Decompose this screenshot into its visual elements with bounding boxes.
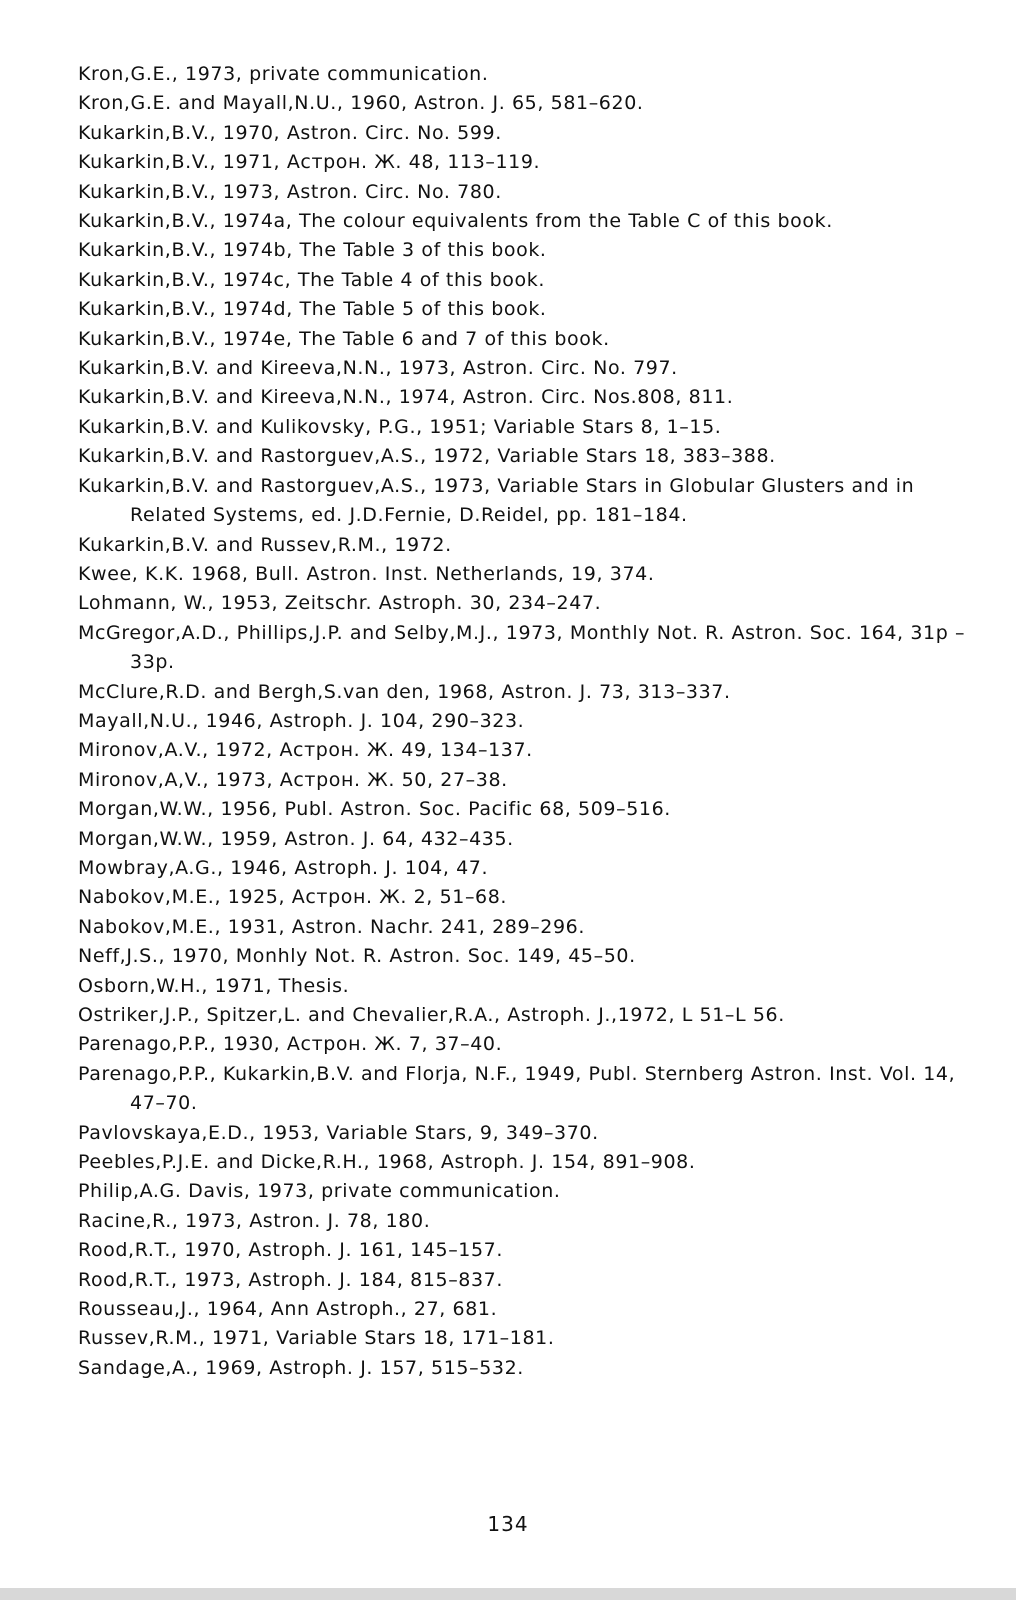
reference-item: Mironov,A.V., 1972, Астрон. Ж. 49, 134–137. <box>78 739 533 762</box>
reference-item: Rousseau,J., 1964, Ann Astroph., 27, 681. <box>78 1298 498 1321</box>
reference-item: Peebles,P.J.E. and Dicke,R.H., 1968, Astroph. J. 154, 891–908. <box>78 1151 696 1174</box>
reference-item: Ostriker,J.P., Spitzer,L. and Chevalier,R.A., Astroph. J.,1972, L 51–L 56. <box>78 1004 785 1026</box>
reference-item: Kukarkin,B.V., 1973, Astron. Circ. No. 780. <box>78 180 502 203</box>
reference-item: Kukarkin,B.V., 1974e, The Table 6 and 7 of this book. <box>78 327 610 350</box>
reference-item: Morgan,W.W., 1959, Astron. J. 64, 432–435. <box>78 827 514 850</box>
reference-item: Nabokov,M.E., 1931, Astron. Nachr. 241, 289–296. <box>78 915 585 938</box>
reference-item: Mayall,N.U., 1946, Astroph. J. 104, 290–323. <box>78 709 525 732</box>
reference-item: Rood,R.T., 1970, Astroph. J. 161, 145–157. <box>78 1239 504 1262</box>
reference-item: Nabokov,M.E., 1925, Астрон. Ж. 2, 51–68. <box>78 886 508 909</box>
reference-item: Kukarkin,B.V. and Kireeva,N.N., 1974, Astron. Circ. Nos.808, 811. <box>78 386 734 409</box>
reference-item: Racine,R., 1973, Astron. J. 78, 180. <box>78 1209 431 1232</box>
reference-item: Kukarkin,B.V., 1970, Astron. Circ. No. 599. <box>78 121 502 144</box>
reference-item: Neff,J.S., 1970, Monhly Not. R. Astron. Soc. 149, 45–50. <box>78 945 636 968</box>
reference-item: Kukarkin,B.V., 1974a, The colour equivalents from the Table C of this book. <box>78 210 833 233</box>
reference-list <box>78 60 978 1383</box>
reference-item: Rood,R.T., 1973, Astroph. J. 184, 815–837. <box>78 1268 504 1291</box>
reference-item: Kukarkin,B.V., 1974b, The Table 3 of this book. <box>78 239 547 262</box>
reference-item: Russev,R.M., 1971, Variable Stars 18, 171–181. <box>78 1327 555 1350</box>
reference-item: McGregor,A.D., Phillips,J.P. and Selby,M.J., 1973, Monthly Not. R. Astron. Soc. 164, 31p – 33p. <box>78 621 966 674</box>
reference-item: Parenago,P.P., Kukarkin,B.V. and Florja, N.F., 1949, Publ. Sternberg Astron. Inst. Vol. 14, 47–70. <box>78 1062 956 1115</box>
scan-bottom-edge <box>0 1588 1016 1600</box>
reference-item: Mowbray,A.G., 1946, Astroph. J. 104, 47. <box>78 856 489 879</box>
reference-item: Morgan,W.W., 1956, Publ. Astron. Soc. Pacific 68, 509–516. <box>78 798 671 821</box>
reference-item: Lohmann, W., 1953, Zeitschr. Astroph. 30, 234–247. <box>78 592 602 615</box>
reference-item: Kukarkin,B.V., 1971, Астрон. Ж. 48, 113–119. <box>78 151 541 174</box>
reference-item: Kukarkin,B.V., 1974c, The Table 4 of this book. <box>78 268 545 291</box>
reference-item: Philip,A.G. Davis, 1973, private communication. <box>78 1180 561 1203</box>
reference-item: Kron,G.E. and Mayall,N.U., 1960, Astron. J. 65, 581–620. <box>78 92 644 115</box>
reference-item: Parenago,P.P., 1930, Астрон. Ж. 7, 37–40. <box>78 1033 503 1056</box>
reference-item: Sandage,A., 1969, Astroph. J. 157, 515–532. <box>78 1356 524 1379</box>
reference-item: McClure,R.D. and Bergh,S.van den, 1968, Astron. J. 73, 313–337. <box>78 680 731 703</box>
reference-item: Kukarkin,B.V. and Kulikovsky, P.G., 1951; Variable Stars 8, 1–15. <box>78 415 722 438</box>
reference-item: Kron,G.E., 1973, private communication. <box>78 63 489 85</box>
reference-item: Kukarkin,B.V. and Kireeva,N.N., 1973, Astron. Circ. No. 797. <box>78 357 678 380</box>
reference-item: Kukarkin,B.V., 1974d, The Table 5 of this book. <box>78 298 547 321</box>
reference-item: Kukarkin,B.V. and Russev,R.M., 1972. <box>78 533 452 556</box>
reference-item: Kwee, K.K. 1968, Bull. Astron. Inst. Netherlands, 19, 374. <box>78 562 655 585</box>
reference-item: Kukarkin,B.V. and Rastorguev,A.S., 1973, Variable Stars in Globular Glusters and in Related Systems, ed. J.D.Fernie, D.Reidel, pp. 181–184. <box>78 474 915 527</box>
reference-item: Kukarkin,B.V. and Rastorguev,A.S., 1972, Variable Stars 18, 383–388. <box>78 445 776 468</box>
reference-item: Mironov,A,V., 1973, Астрон. Ж. 50, 27–38. <box>78 768 508 791</box>
reference-item: Osborn,W.H., 1971, Thesis. <box>78 974 350 997</box>
reference-item: Pavlovskaya,E.D., 1953, Variable Stars, 9, 349–370. <box>78 1121 599 1144</box>
page-number: 134 <box>487 1512 529 1536</box>
